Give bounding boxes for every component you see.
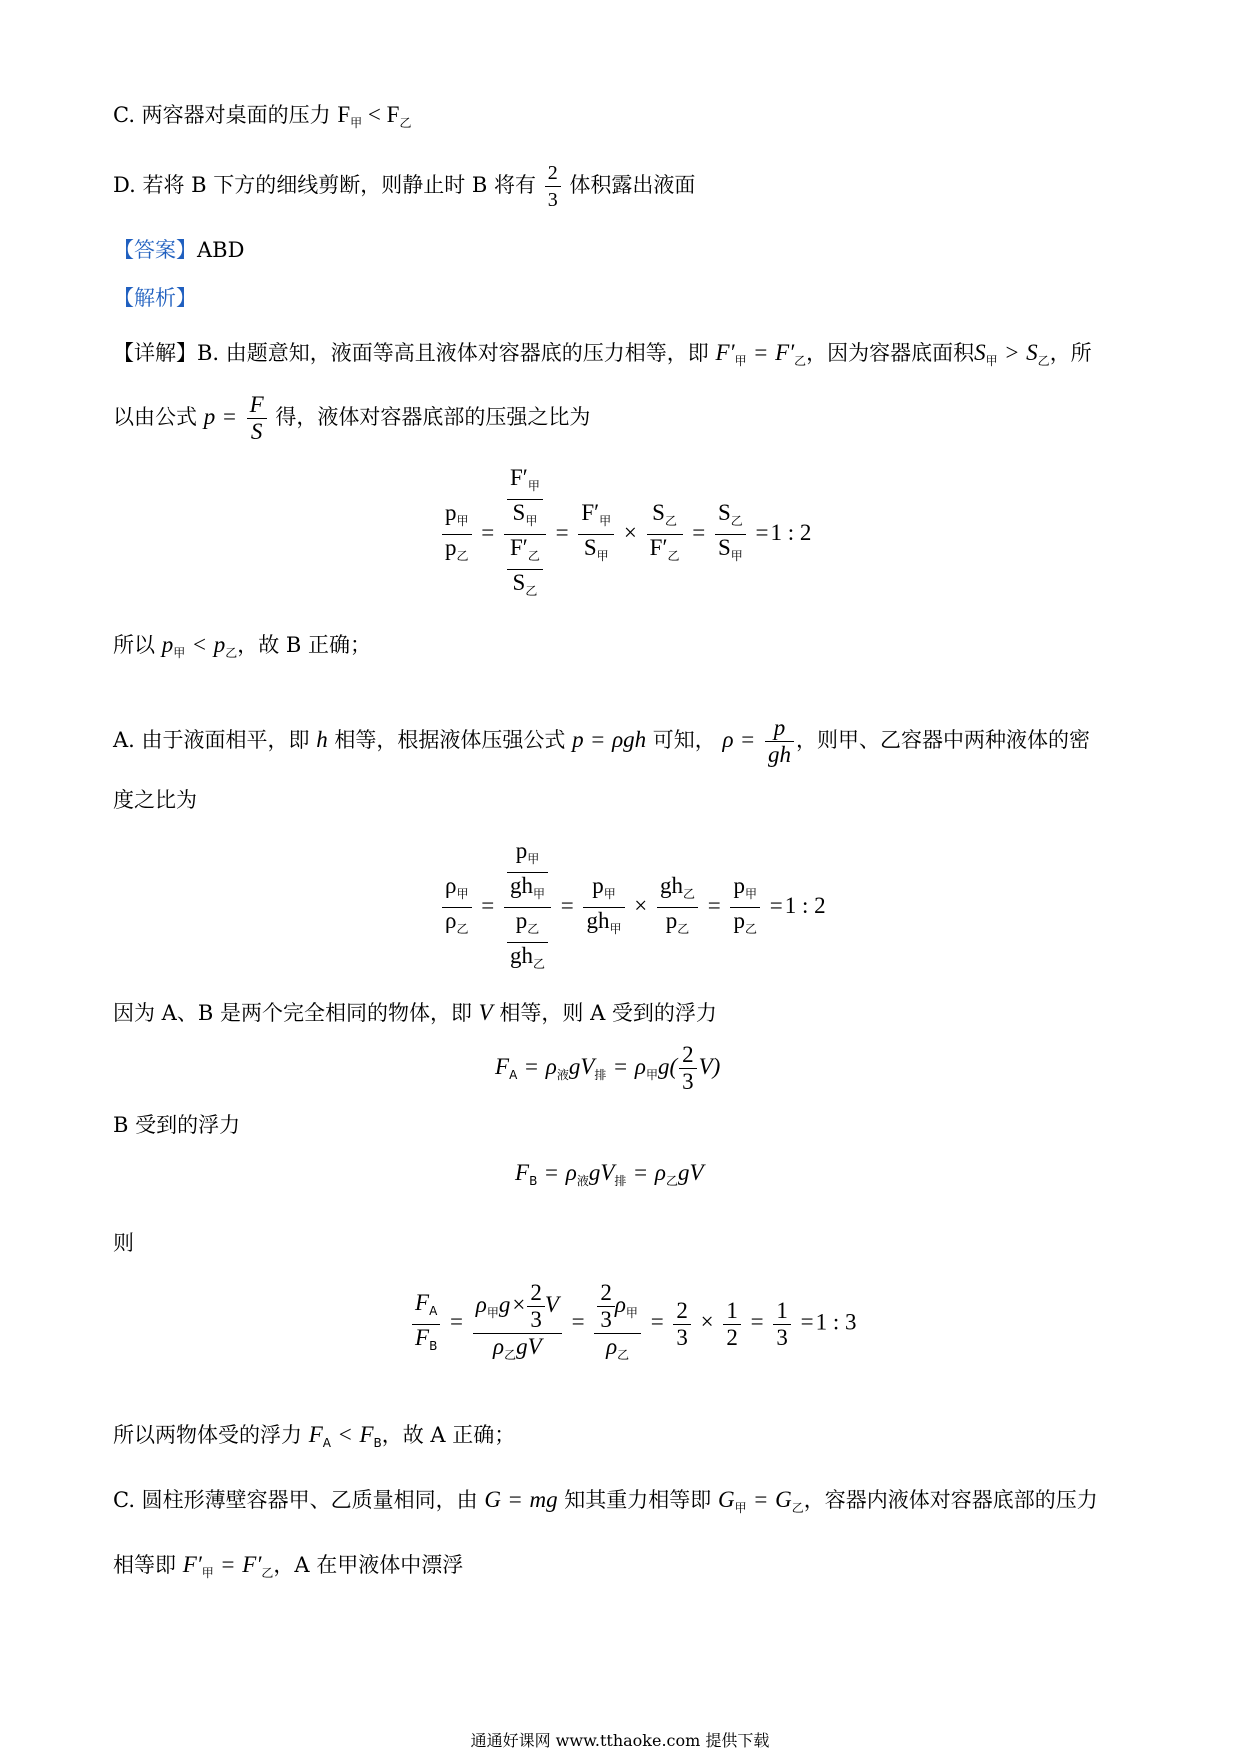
answer-line: [113, 235, 244, 265]
detail-line-1: 【详解】B. 由题意知，液面等高且液体对容器底的压力相等，即 $F'_甲 = F'_乙$，因为容器底面积$S_甲 > S_乙$，所: [113, 340, 1092, 368]
fa-equation: $F_A = \rho_液gV_排 = \rho_甲g$( $\frac{2}{3}$ V): [495, 1042, 721, 1094]
option-d: D. 若将 B 下方的细线剪断，则静止时 B 将有 $\frac{2}{3}$ 体积露出液面: [113, 162, 696, 211]
c-line-2: 相等即 $F'_甲 = F'_乙$，A 在甲液体中漂浮: [113, 1552, 464, 1580]
fb-equation: $F_B = \rho_液gV_排 = \rho_乙gV$: [515, 1160, 704, 1188]
a-line-1: A. 由于液面相平，即 h 相等，根据液体压强公式 p = ρgh 可知， ρ = $\frac{p}{gh}$ ，则甲、乙容器中两种液体的密: [113, 715, 1090, 767]
a-conclusion: 所以两物体受的浮力 $F_A < F_B$，故 A 正确；: [113, 1422, 516, 1450]
ab-same-line: 因为 A、B 是两个完全相同的物体，即 V 相等，则 A 受到的浮力: [113, 1000, 717, 1025]
c-line-1: C. 圆柱形薄壁容器甲、乙质量相同，由 G = mg 知其重力相等即 $G_甲 = G_乙$，容器内液体对容器底部的压力: [113, 1487, 1098, 1515]
detail-line-2: 以由公式 p = $\frac{F}{S}$ 得，液体对容器底部的压强之比为: [113, 392, 591, 444]
fraction-two-thirds: $\frac{2}{3}$: [545, 160, 561, 213]
b-conclusion: 所以 $p_甲 < p_乙$，故 B 正确；: [113, 632, 371, 660]
a-line-2: 度之比为: [113, 788, 197, 812]
then-line: 则: [113, 1231, 134, 1255]
b-buoyancy-line: B 受到的浮力: [113, 1113, 241, 1137]
answer-tag: 【答案】: [113, 238, 197, 262]
analysis-line: [113, 283, 197, 313]
density-ratio-equation: $\frac{\rho_甲}{\rho_乙}$ = $\frac{\frac{p_甲}{gh_甲}}{\frac{p_乙}{gh_乙}}$ = $\frac{p_甲}{gh_甲}$ × $\frac{gh_乙}{p_乙}$ = $\frac{p_甲}{p_乙}$ =1 : 2: [440, 838, 826, 977]
option-c: C. 两容器对桌面的压力 $F_甲 < F_乙$: [113, 102, 412, 130]
pressure-ratio-equation: $\frac{p_甲}{p_乙}$ = $\frac{\frac{F'_甲}{S_甲}}{\frac{F'_乙}{S_乙}}$ = $\frac{F'_甲}{S_甲}$ × $\frac{S_乙}{F'_乙}$ = $\frac{S_乙}{S_甲}$ =1 : 2: [440, 465, 811, 604]
analysis-tag: 【解析】: [113, 286, 197, 310]
answer-value: ABD: [197, 238, 245, 262]
buoyancy-ratio-equation: $\frac{F_A}{F_B}$ = $\rho_甲g\times$ $\frac{2}{3}$ V $\rho_乙gV$ = $\frac{2}{3}$ $\rho_甲$ $\rho_乙$ = $\frac{2}{3}$ × $\frac{1}{2}$ = $\frac{1}{3}$ =1 : 3: [410, 1280, 857, 1368]
page-footer: 通通好课网 www.tthaoke.com 提供下载: [470, 1731, 770, 1750]
